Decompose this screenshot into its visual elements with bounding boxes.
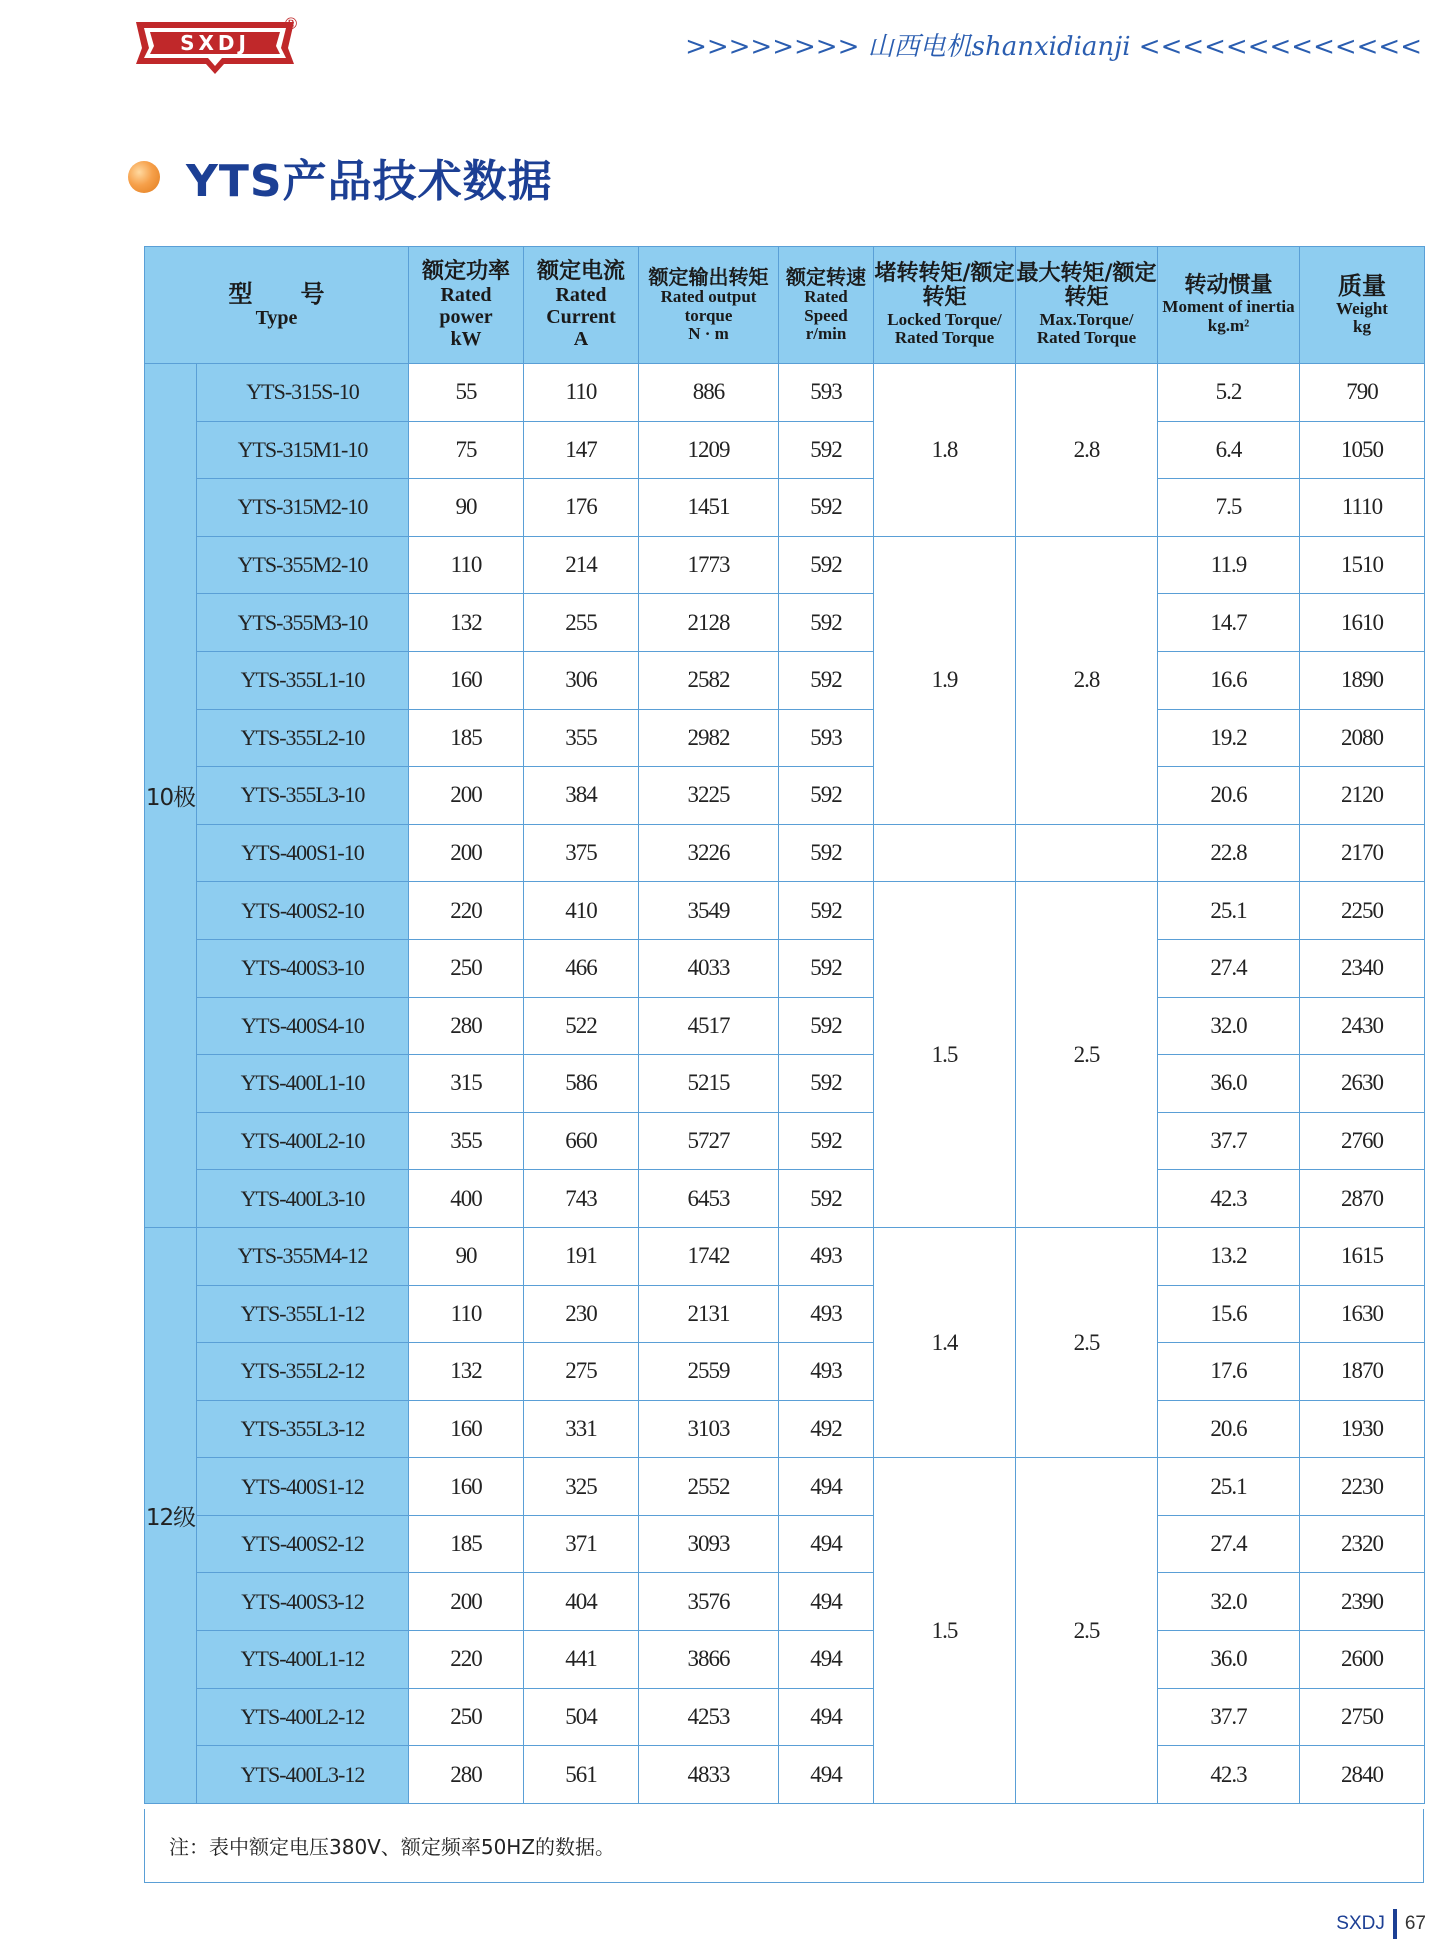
current-cell: 255 <box>524 594 639 652</box>
table-row <box>145 824 1425 882</box>
power-cell: 250 <box>409 1688 524 1746</box>
table-note: 注：表中额定电压380V、额定频率50HZ的数据。 <box>144 1809 1424 1883</box>
model-cell: YTS-400S2-12 <box>197 1515 409 1573</box>
torque-cell: 3225 <box>639 767 779 825</box>
max-torque-ratio-cell: 2.5 <box>1016 1458 1158 1804</box>
power-cell: 55 <box>409 364 524 422</box>
speed-cell: 592 <box>779 939 874 997</box>
weight-cell: 2340 <box>1300 939 1425 997</box>
power-cell: 185 <box>409 1515 524 1573</box>
inertia-cell: 25.1 <box>1158 1458 1300 1516</box>
torque-cell: 2131 <box>639 1285 779 1343</box>
torque-cell: 3103 <box>639 1400 779 1458</box>
model-cell: YTS-355M2-10 <box>197 536 409 594</box>
locked-torque-ratio-cell: 1.5 <box>874 1458 1016 1804</box>
speed-cell: 592 <box>779 651 874 709</box>
inertia-cell: 42.3 <box>1158 1746 1300 1804</box>
orange-bullet-icon <box>128 161 160 193</box>
torque-cell: 3226 <box>639 824 779 882</box>
inertia-cell: 6.4 <box>1158 421 1300 479</box>
inertia-cell: 37.7 <box>1158 1112 1300 1170</box>
torque-cell: 2552 <box>639 1458 779 1516</box>
header-tagline: >>>>>>>> 山西电机shanxidianji <<<<<<<<<<<<< <box>685 32 1422 62</box>
weight-cell: 2250 <box>1300 882 1425 940</box>
model-cell: YTS-315M2-10 <box>197 479 409 537</box>
power-cell: 200 <box>409 824 524 882</box>
inertia-cell: 25.1 <box>1158 882 1300 940</box>
power-cell: 400 <box>409 1170 524 1228</box>
power-cell: 200 <box>409 767 524 825</box>
header-max-torque: 最大转矩/额定转矩 Max.Torque/ Rated Torque <box>1016 247 1158 364</box>
current-cell: 504 <box>524 1688 639 1746</box>
speed-cell: 494 <box>779 1631 874 1689</box>
page-number: 67 <box>1404 1913 1426 1934</box>
current-cell: 176 <box>524 479 639 537</box>
spec-table-body <box>145 364 1425 1804</box>
model-cell: YTS-400S1-12 <box>197 1458 409 1516</box>
logo-text: SXDJ <box>180 31 250 55</box>
model-cell: YTS-400S3-12 <box>197 1573 409 1631</box>
table-row <box>145 1746 1425 1804</box>
current-cell: 306 <box>524 651 639 709</box>
weight-cell: 2750 <box>1300 1688 1425 1746</box>
speed-cell: 592 <box>779 882 874 940</box>
model-cell: YTS-400L2-10 <box>197 1112 409 1170</box>
speed-cell: 592 <box>779 479 874 537</box>
torque-cell: 2982 <box>639 709 779 767</box>
torque-cell: 2128 <box>639 594 779 652</box>
weight-cell: 1615 <box>1300 1227 1425 1285</box>
registered-mark: ® <box>283 14 299 33</box>
table-row <box>145 1343 1425 1401</box>
table-row <box>145 1170 1425 1228</box>
inertia-cell: 22.8 <box>1158 824 1300 882</box>
model-cell: YTS-355M4-12 <box>197 1227 409 1285</box>
table-row <box>145 767 1425 825</box>
table-row <box>145 1515 1425 1573</box>
speed-cell: 494 <box>779 1515 874 1573</box>
model-cell: YTS-315S-10 <box>197 364 409 422</box>
pole-group-label: 10极 <box>145 364 197 1228</box>
weight-cell: 790 <box>1300 364 1425 422</box>
current-cell: 522 <box>524 997 639 1055</box>
locked-torque-ratio-cell: 1.8 <box>874 364 1016 537</box>
speed-cell: 492 <box>779 1400 874 1458</box>
power-cell: 220 <box>409 882 524 940</box>
power-cell: 132 <box>409 1343 524 1401</box>
table-row <box>145 421 1425 479</box>
inertia-cell: 20.6 <box>1158 767 1300 825</box>
model-cell: YTS-400L1-10 <box>197 1055 409 1113</box>
weight-cell: 2170 <box>1300 824 1425 882</box>
torque-cell: 4833 <box>639 1746 779 1804</box>
inertia-cell: 7.5 <box>1158 479 1300 537</box>
table-row <box>145 1112 1425 1170</box>
table-row <box>145 536 1425 594</box>
power-cell: 280 <box>409 1746 524 1804</box>
current-cell: 147 <box>524 421 639 479</box>
company-logo <box>130 18 300 76</box>
table-row <box>145 1688 1425 1746</box>
model-cell: YTS-355L2-10 <box>197 709 409 767</box>
inertia-cell: 36.0 <box>1158 1631 1300 1689</box>
weight-cell: 1930 <box>1300 1400 1425 1458</box>
weight-cell: 1630 <box>1300 1285 1425 1343</box>
weight-cell: 1870 <box>1300 1343 1425 1401</box>
model-cell: YTS-400S1-10 <box>197 824 409 882</box>
weight-cell: 2430 <box>1300 997 1425 1055</box>
current-cell: 384 <box>524 767 639 825</box>
locked-torque-ratio-cell: 1.4 <box>874 1227 1016 1457</box>
model-cell: YTS-400S3-10 <box>197 939 409 997</box>
table-row <box>145 1631 1425 1689</box>
weight-cell: 1610 <box>1300 594 1425 652</box>
current-cell: 466 <box>524 939 639 997</box>
table-row <box>145 651 1425 709</box>
page-title: YTS产品技术数据 <box>186 156 553 207</box>
power-cell: 75 <box>409 421 524 479</box>
power-cell: 90 <box>409 479 524 537</box>
weight-cell: 2840 <box>1300 1746 1425 1804</box>
current-cell: 325 <box>524 1458 639 1516</box>
model-cell: YTS-355L2-12 <box>197 1343 409 1401</box>
pole-group-label: 12级 <box>145 1227 197 1803</box>
max-torque-ratio-cell: 2.8 <box>1016 364 1158 537</box>
torque-cell: 2559 <box>639 1343 779 1401</box>
weight-cell: 2870 <box>1300 1170 1425 1228</box>
model-cell: YTS-400S2-10 <box>197 882 409 940</box>
torque-cell: 4033 <box>639 939 779 997</box>
table-row <box>145 1458 1425 1516</box>
speed-cell: 592 <box>779 997 874 1055</box>
torque-cell: 1742 <box>639 1227 779 1285</box>
weight-cell: 2390 <box>1300 1573 1425 1631</box>
header-speed: 额定转速 Rated Speed r/min <box>779 247 874 364</box>
header-inertia: 转动惯量 Moment of inertia kg.m² <box>1158 247 1300 364</box>
weight-cell: 2630 <box>1300 1055 1425 1113</box>
table-row <box>145 709 1425 767</box>
speed-cell: 493 <box>779 1227 874 1285</box>
speed-cell: 592 <box>779 1055 874 1113</box>
current-cell: 375 <box>524 824 639 882</box>
inertia-cell: 16.6 <box>1158 651 1300 709</box>
torque-cell: 2582 <box>639 651 779 709</box>
header-power: 额定功率 Rated power kW <box>409 247 524 364</box>
current-cell: 275 <box>524 1343 639 1401</box>
inertia-cell: 15.6 <box>1158 1285 1300 1343</box>
speed-cell: 592 <box>779 824 874 882</box>
speed-cell: 593 <box>779 364 874 422</box>
max-torque-ratio-cell <box>1016 824 1158 882</box>
spec-table <box>144 246 1425 1804</box>
model-cell: YTS-315M1-10 <box>197 421 409 479</box>
header-weight: 质量 Weight kg <box>1300 247 1425 364</box>
current-cell: 331 <box>524 1400 639 1458</box>
current-cell: 404 <box>524 1573 639 1631</box>
inertia-cell: 5.2 <box>1158 364 1300 422</box>
speed-cell: 593 <box>779 709 874 767</box>
torque-cell: 1451 <box>639 479 779 537</box>
power-cell: 160 <box>409 1458 524 1516</box>
table-row <box>145 1573 1425 1631</box>
locked-torque-ratio-cell: 1.5 <box>874 882 1016 1228</box>
torque-cell: 5215 <box>639 1055 779 1113</box>
inertia-cell: 13.2 <box>1158 1227 1300 1285</box>
torque-cell: 3093 <box>639 1515 779 1573</box>
weight-cell: 2760 <box>1300 1112 1425 1170</box>
speed-cell: 494 <box>779 1688 874 1746</box>
current-cell: 191 <box>524 1227 639 1285</box>
speed-cell: 592 <box>779 536 874 594</box>
power-cell: 110 <box>409 536 524 594</box>
torque-cell: 3576 <box>639 1573 779 1631</box>
header-type: 型 号 Type <box>145 247 409 364</box>
model-cell: YTS-355M3-10 <box>197 594 409 652</box>
locked-torque-ratio-cell <box>874 824 1016 882</box>
table-row <box>145 594 1425 652</box>
weight-cell: 1110 <box>1300 479 1425 537</box>
power-cell: 355 <box>409 1112 524 1170</box>
weight-cell: 2230 <box>1300 1458 1425 1516</box>
model-cell: YTS-355L1-12 <box>197 1285 409 1343</box>
model-cell: YTS-355L3-12 <box>197 1400 409 1458</box>
model-cell: YTS-400L3-10 <box>197 1170 409 1228</box>
model-cell: YTS-400S4-10 <box>197 997 409 1055</box>
weight-cell: 2080 <box>1300 709 1425 767</box>
inertia-cell: 32.0 <box>1158 1573 1300 1631</box>
locked-torque-ratio-cell: 1.9 <box>874 536 1016 824</box>
header-locked-torque: 堵转转矩/额定转矩 Locked Torque/ Rated Torque <box>874 247 1016 364</box>
inertia-cell: 19.2 <box>1158 709 1300 767</box>
torque-cell: 1773 <box>639 536 779 594</box>
speed-cell: 592 <box>779 767 874 825</box>
current-cell: 561 <box>524 1746 639 1804</box>
power-cell: 160 <box>409 651 524 709</box>
weight-cell: 1510 <box>1300 536 1425 594</box>
inertia-cell: 27.4 <box>1158 1515 1300 1573</box>
table-row <box>145 997 1425 1055</box>
current-cell: 410 <box>524 882 639 940</box>
torque-cell: 4253 <box>639 1688 779 1746</box>
table-row <box>145 1055 1425 1113</box>
inertia-cell: 37.7 <box>1158 1688 1300 1746</box>
weight-cell: 1050 <box>1300 421 1425 479</box>
power-cell: 132 <box>409 594 524 652</box>
max-torque-ratio-cell: 2.5 <box>1016 882 1158 1228</box>
title-block <box>128 145 553 209</box>
current-cell: 441 <box>524 1631 639 1689</box>
power-cell: 185 <box>409 709 524 767</box>
speed-cell: 493 <box>779 1285 874 1343</box>
speed-cell: 494 <box>779 1573 874 1631</box>
speed-cell: 493 <box>779 1343 874 1401</box>
torque-cell: 5727 <box>639 1112 779 1170</box>
footer-brand: SXDJ <box>1336 1913 1385 1934</box>
model-cell: YTS-400L1-12 <box>197 1631 409 1689</box>
header-torque: 额定输出转矩 Rated output torque N · m <box>639 247 779 364</box>
table-row <box>145 882 1425 940</box>
table-row <box>145 479 1425 537</box>
model-cell: YTS-355L3-10 <box>197 767 409 825</box>
inertia-cell: 11.9 <box>1158 536 1300 594</box>
table-row <box>145 1285 1425 1343</box>
footer-divider <box>1393 1909 1397 1939</box>
power-cell: 90 <box>409 1227 524 1285</box>
power-cell: 110 <box>409 1285 524 1343</box>
torque-cell: 3549 <box>639 882 779 940</box>
current-cell: 214 <box>524 536 639 594</box>
table-row <box>145 364 1425 422</box>
page-footer <box>1336 1909 1426 1939</box>
power-cell: 200 <box>409 1573 524 1631</box>
power-cell: 160 <box>409 1400 524 1458</box>
model-cell: YTS-400L2-12 <box>197 1688 409 1746</box>
power-cell: 280 <box>409 997 524 1055</box>
max-torque-ratio-cell: 2.8 <box>1016 536 1158 824</box>
speed-cell: 494 <box>779 1458 874 1516</box>
model-cell: YTS-400L3-12 <box>197 1746 409 1804</box>
power-cell: 250 <box>409 939 524 997</box>
inertia-cell: 27.4 <box>1158 939 1300 997</box>
current-cell: 586 <box>524 1055 639 1113</box>
header-current: 额定电流 Rated Current A <box>524 247 639 364</box>
inertia-cell: 42.3 <box>1158 1170 1300 1228</box>
torque-cell: 886 <box>639 364 779 422</box>
current-cell: 660 <box>524 1112 639 1170</box>
inertia-cell: 32.0 <box>1158 997 1300 1055</box>
torque-cell: 3866 <box>639 1631 779 1689</box>
weight-cell: 1890 <box>1300 651 1425 709</box>
speed-cell: 592 <box>779 1170 874 1228</box>
torque-cell: 4517 <box>639 997 779 1055</box>
weight-cell: 2120 <box>1300 767 1425 825</box>
speed-cell: 494 <box>779 1746 874 1804</box>
current-cell: 743 <box>524 1170 639 1228</box>
table-row <box>145 939 1425 997</box>
current-cell: 355 <box>524 709 639 767</box>
torque-cell: 1209 <box>639 421 779 479</box>
power-cell: 220 <box>409 1631 524 1689</box>
current-cell: 230 <box>524 1285 639 1343</box>
weight-cell: 2600 <box>1300 1631 1425 1689</box>
max-torque-ratio-cell: 2.5 <box>1016 1227 1158 1457</box>
speed-cell: 592 <box>779 594 874 652</box>
table-row <box>145 1227 1425 1285</box>
current-cell: 110 <box>524 364 639 422</box>
speed-cell: 592 <box>779 421 874 479</box>
inertia-cell: 36.0 <box>1158 1055 1300 1113</box>
table-row <box>145 1400 1425 1458</box>
power-cell: 315 <box>409 1055 524 1113</box>
inertia-cell: 17.6 <box>1158 1343 1300 1401</box>
speed-cell: 592 <box>779 1112 874 1170</box>
weight-cell: 2320 <box>1300 1515 1425 1573</box>
inertia-cell: 14.7 <box>1158 594 1300 652</box>
table-header-row <box>145 247 1425 364</box>
inertia-cell: 20.6 <box>1158 1400 1300 1458</box>
model-cell: YTS-355L1-10 <box>197 651 409 709</box>
torque-cell: 6453 <box>639 1170 779 1228</box>
current-cell: 371 <box>524 1515 639 1573</box>
